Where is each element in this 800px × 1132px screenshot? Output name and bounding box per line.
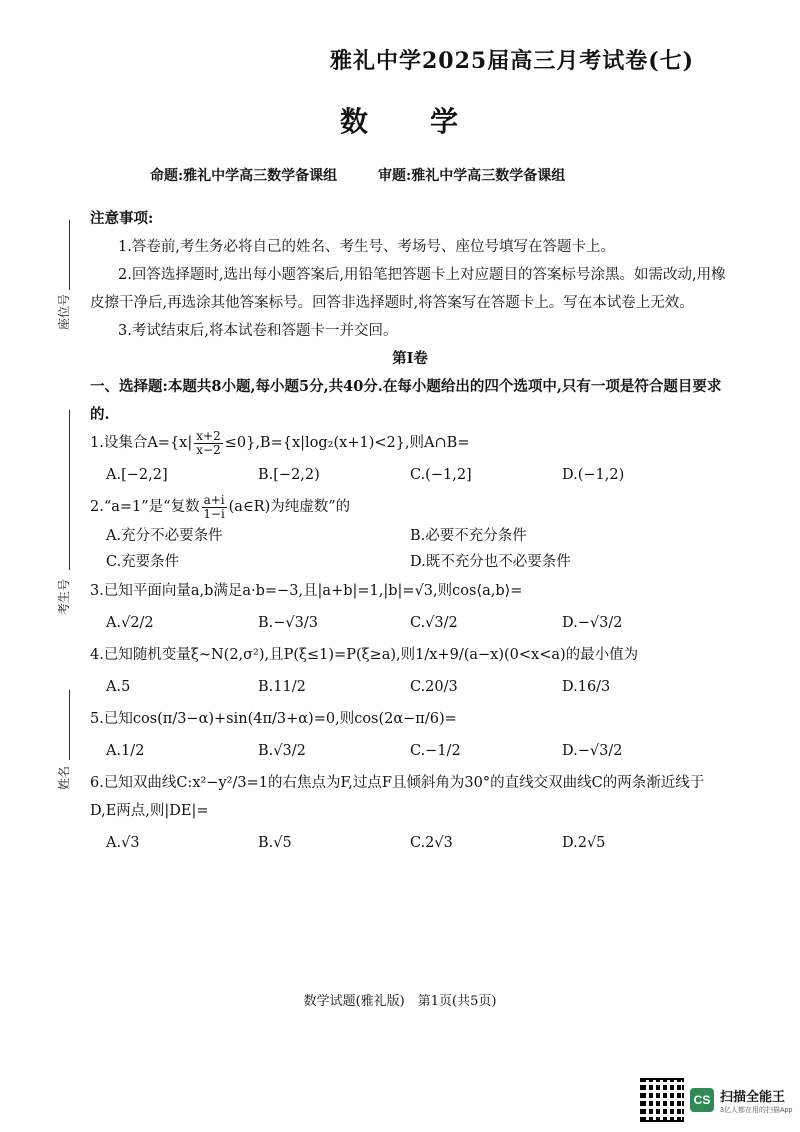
q3-option-a: A.√2/2 — [106, 615, 154, 631]
q5-option-a: A.1/2 — [106, 743, 145, 759]
scanner-tagline: 3亿人都在用的扫描App — [720, 1106, 793, 1114]
q6-option-b: B.√5 — [258, 835, 292, 851]
page-footer: 数学试题(雅礼版) 第1页(共5页) — [303, 994, 497, 1009]
q2-fraction — [202, 494, 227, 521]
q1-stem-b: ≤0},B={x|log₂(x+1)<2},则A∩B= — [224, 435, 470, 451]
exam-no-label: 考生号 — [57, 578, 71, 615]
subject-heading: 数 学 — [339, 105, 460, 138]
q2-stem-b: (a∈R)为纯虚数”的 — [228, 499, 351, 515]
q2-options — [106, 523, 730, 575]
camscanner-logo-icon: CS — [690, 1088, 714, 1112]
question-6: 6.已知双曲线C:x²−y²/3=1的右焦点为F,过点F且倾斜角为30°的直线交双曲线C的两条渐近线于D,E两点,则|DE|= — [90, 775, 705, 819]
question-5: 5.已知cos(π/3−α)+sin(4π/3+α)=0,则cos(2α−π/6)= — [90, 711, 457, 727]
q1-stem-a: 1.设集合A={x| — [90, 435, 193, 451]
seat-label: 座位号 — [57, 293, 71, 330]
notice-heading: 注意事项: — [90, 210, 154, 227]
q6-option-c: C.2√3 — [410, 835, 453, 851]
q2-stem-a: 2.“a=1”是“复数 — [90, 499, 200, 515]
q2-frac-den: 1−i — [203, 506, 225, 521]
q1-options — [106, 461, 730, 489]
q1-fraction — [194, 430, 222, 457]
scanner-name: 扫描全能王 — [720, 1088, 786, 1104]
q3-options — [106, 609, 730, 637]
author-setter: 命题:雅礼中学高三数学备课组 — [150, 168, 338, 184]
q6-option-d: D.2√5 — [562, 835, 606, 851]
notice-item-3: 3.考试结束后,将本试卷和答题卡一并交回。 — [118, 323, 398, 339]
q2-frac-num: a+i — [203, 492, 225, 507]
notice-item-1: 1.答卷前,考生务必将自己的姓名、考生号、考场号、座位号填写在答题卡上。 — [118, 239, 615, 255]
exam-body — [90, 205, 730, 861]
q3-option-b: B.−√3/3 — [258, 615, 318, 631]
question-4: 4.已知随机变量ξ~N(2,σ²),且P(ξ≤1)=P(ξ≥a),则1/x+9/(a−x)(0<x<a)的最小值为 — [90, 647, 639, 663]
section-heading: 第Ⅰ卷 — [392, 350, 428, 367]
q1-option-c: C.(−1,2] — [410, 467, 472, 483]
q5-options — [106, 737, 730, 765]
q6-option-a: A.√3 — [106, 835, 140, 851]
q3-option-d: D.−√3/2 — [562, 615, 623, 631]
q1-frac-den: x−2 — [196, 442, 221, 457]
q1-frac-num: x+2 — [196, 428, 221, 443]
q4-option-b: B.11/2 — [258, 679, 306, 695]
section-intro: 一、选择题:本题共8小题,每小题5分,共40分.在每小题给出的四个选项中,只有一项是符合题目要求的. — [90, 378, 722, 423]
notice-item-2: 2.回答选择题时,选出每小题答案后,用铅笔把答题卡上对应题目的答案标号涂黑。如需改动,用橡皮擦干净后,再选涂其他答案标号。回答非选择题时,将答案写在答题卡上。写在本试卷上无效。 — [90, 267, 726, 311]
scanner-watermark — [640, 1078, 792, 1122]
question-3: 3.已知平面向量a,b满足a·b=−3,且|a+b|=1,|b|=√3,则cos⟨a,b⟩= — [90, 583, 523, 599]
q4-options — [106, 673, 730, 701]
q5-option-c: C.−1/2 — [410, 743, 461, 759]
q2-option-d: D.既不充分也不必要条件 — [410, 554, 571, 570]
q3-option-c: C.√3/2 — [410, 615, 458, 631]
name-label: 姓名 — [57, 765, 71, 790]
qr-code-icon — [640, 1078, 684, 1122]
seat-line — [69, 220, 70, 290]
q2-option-b: B.必要不充分条件 — [410, 528, 527, 544]
q2-option-a: A.充分不必要条件 — [106, 528, 223, 544]
q1-option-a: A.[−2,2] — [106, 467, 168, 483]
question-2 — [90, 493, 730, 521]
authors-line — [150, 165, 601, 185]
q1-option-d: D.(−1,2) — [562, 467, 625, 483]
q1-option-b: B.[−2,2) — [258, 467, 320, 483]
name-line — [69, 690, 70, 760]
q4-option-c: C.20/3 — [410, 679, 458, 695]
q5-option-d: D.−√3/2 — [562, 743, 623, 759]
q5-option-b: B.√3/2 — [258, 743, 306, 759]
exam-title: 雅礼中学2025届高三月考试卷(七) — [330, 48, 695, 74]
q2-option-c: C.充要条件 — [106, 554, 180, 570]
question-1 — [90, 429, 730, 457]
author-reviewer: 审题:雅礼中学高三数学备课组 — [378, 168, 566, 184]
exam-no-line — [69, 410, 70, 570]
q4-option-d: D.16/3 — [562, 679, 611, 695]
scanner-text — [720, 1086, 792, 1115]
q6-options — [106, 829, 730, 857]
q4-option-a: A.5 — [106, 679, 131, 695]
